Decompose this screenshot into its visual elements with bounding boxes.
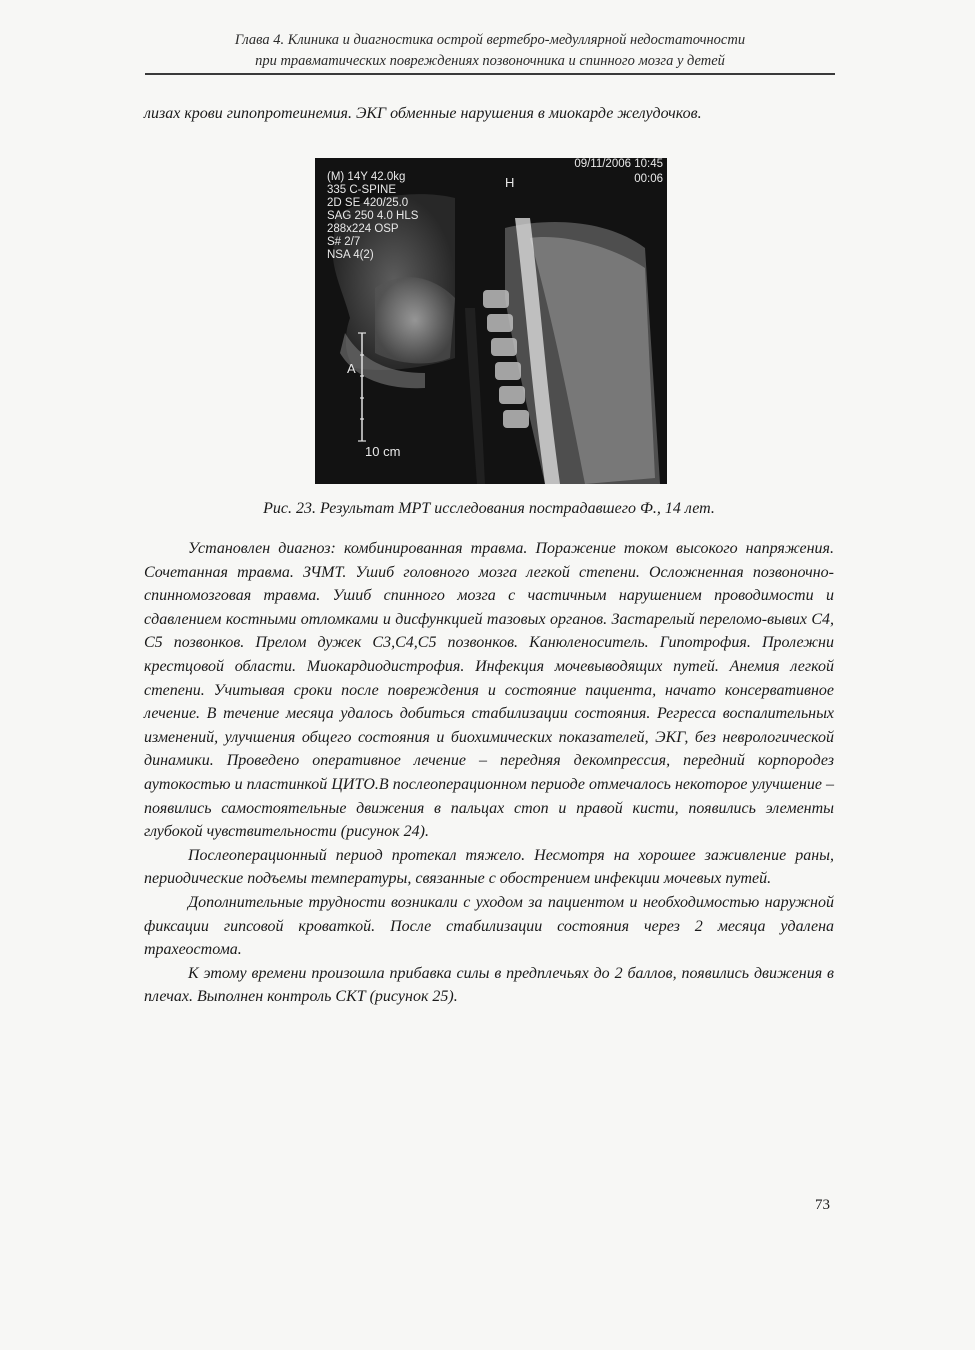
running-header [140, 30, 840, 72]
mri-orientation-head: H [505, 175, 515, 190]
mri-date-overlay: 09/11/2006 10:45 [574, 158, 663, 170]
paragraph: Послеоперационный период протекал тяжело. Несмотря на хорошее заживление раны, периодические подъемы температуры, связанные с обострением инфекции мочевых путей. [144, 846, 834, 888]
header-rule [145, 73, 835, 75]
paragraph: Дополнительные трудности возникали с уходом за пациентом и необходимостью наружной фиксации гипсовой кроваткой. После стабилизации состояния через 2 месяца удалена трахеостома. [144, 893, 834, 959]
page-number: 73 [815, 1197, 830, 1213]
mri-orientation-anterior: A [347, 361, 356, 376]
paragraph: К этому времени произошла прибавка силы в предплечьях до 2 баллов, появились движения в плечах. Выполнен контроль СКТ (рисунок 25). [144, 964, 834, 1006]
header-line-2: при травматических повреждениях позвоночника и спинного мозга у детей [255, 53, 725, 69]
header-line-1: Глава 4. Клиника и диагностика острой вертебро-медуллярной недостаточности [234, 32, 746, 48]
intro-text-block [144, 102, 834, 126]
figure-caption: Рис. 23. Результат МРТ исследования пострадавшего Ф., 14 лет. [263, 500, 715, 517]
mri-info-overlay: (M) 14Y 42.0kg 335 C-SPINE 2D SE 420/25.0 SAG 250 4.0 HLS 288x224 OSP S# 2/7 NSA 4(2) [327, 171, 419, 261]
intro-paragraph: лизах крови гипопротеинемия. ЭКГ обменные нарушения в миокарде желудочков. [144, 105, 702, 122]
main-text-block [144, 537, 834, 1009]
mri-image [315, 158, 667, 484]
mri-time-overlay: 00:06 [634, 173, 663, 185]
mri-scale-label: 10 cm [365, 444, 401, 459]
paragraph: Установлен диагноз: комбинированная травма. Поражение током высокого напряжения. Сочетанная травма. ЗЧМТ. Ушиб головного мозга легкой степени. Осложненная позвоночно-спинномозговая травма. Ушиб спинного мозга с частичным нарушением проводимости и сдавлением костными отломками и дисфункцией тазовых органов. Застарелый переломо-вывих С4, С5 позвонков. Прелом дужек С3,С4,С5 позвонков. Канюленоситель. Гипотрофия. Пролежни крестцовой области. Миокардиодистрофия. Инфекция мочевыводящих путей. Анемия легкой степени. Учитывая сроки после повреждения и состояние пациента, начато консервативное лечение. В течение месяца удалось добиться стабилизации состояния. Регресса воспалительных изменений, улучшения общего состояния и биохимических показателей, ЭКГ, без неврологической динамики. Проведено оперативное лечение – передняя декомпрессия, передний корпородез аутокостью и пластинкой ЦИТО.В послеоперационном периоде отмечалось некоторое улучшение – появились самостоятельные движения в пальцах стоп и правой кисти, появились элементы глубокой чувствительности (рисунок 24). [144, 540, 834, 841]
